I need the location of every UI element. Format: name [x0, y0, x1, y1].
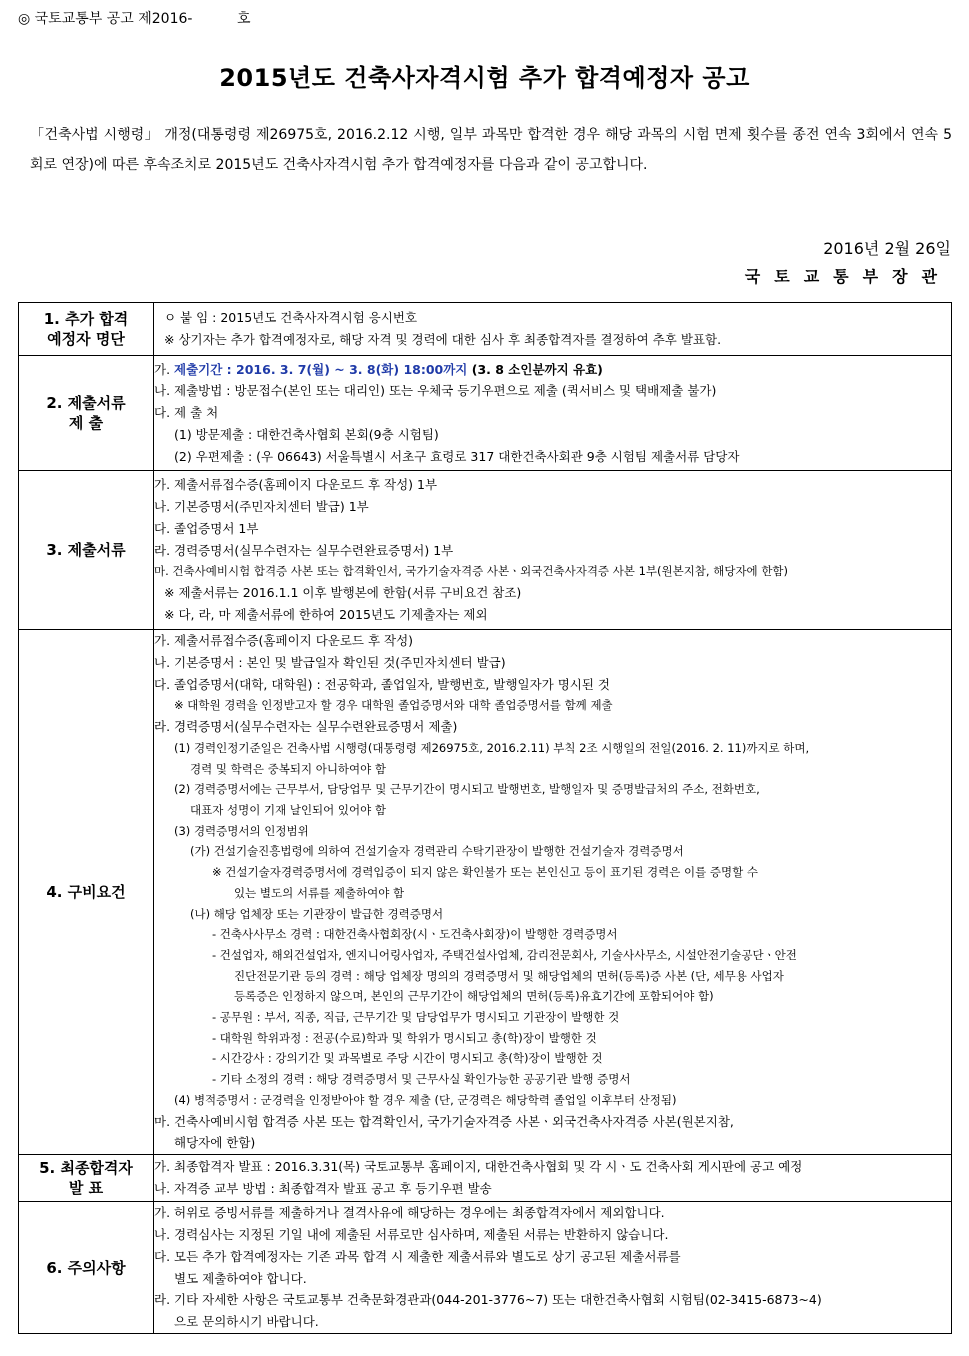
- section-content: [154, 471, 952, 630]
- section-content: [154, 356, 952, 471]
- content-line: 가. 최종합격자 발표 : 2016.3.31(목) 국토교통부 홈페이지, 대한건축사협회 및 각 시ㆍ도 건축사회 게시판에 공고 예정: [154, 1159, 803, 1175]
- content-line: 다. 제 출 처: [154, 405, 219, 421]
- section-label: 3. 제출서류: [19, 471, 154, 630]
- content-line: 진단전문기관 등의 경력 : 해당 업체장 명의의 경력증명서 및 해당업체의 면허(등록)증 사본 (단, 세무용 사업자: [234, 968, 784, 983]
- content-line: 대표자 성명이 기재 날인되어 있어야 함: [190, 803, 387, 817]
- content-line: ※ 대학원 경력을 인정받고자 할 경우 대학원 졸업증명서와 대학 졸업증명서를 함께 제출: [174, 698, 613, 713]
- section-label: 1. 추가 합격 예정자 명단: [19, 303, 154, 356]
- signer: 국토교통부장관: [744, 267, 951, 286]
- content-line: (2) 우편제출 : (우 06643) 서울특별시 서초구 효령로 317 대한건축사회관 9층 시험팀 제출서류 담당자: [174, 448, 740, 464]
- content-line: 나. 자격증 교부 방법 : 최종합격자 발표 공고 후 등기우편 발송: [154, 1181, 492, 1197]
- content-line: 마. 건축사예비시험 합격증 사본 또는 합격확인서, 국가기술자격증 사본ㆍ외국건축사자격증 사본 1부(원본지참, 해당자에 한함): [154, 564, 789, 579]
- content-line: 마. 건축사예비시험 합격증 사본 또는 합격확인서, 국가기술자격증 사본ㆍ외국건축사자격증 사본(원본지참,: [154, 1113, 734, 1129]
- content-line: 으로 문의하시기 바랍니다.: [174, 1314, 319, 1330]
- content-line: 경력 및 학력은 중복되지 아니하여야 함: [190, 761, 387, 776]
- content-line: - 공무원 : 부서, 직종, 직급, 근무기간 및 담당업무가 명시되고 기관장이 발행한 것: [212, 1010, 620, 1025]
- section-label: 5. 최종합격자 발 표: [19, 1155, 154, 1202]
- content-line: (나) 해당 업체장 또는 기관장이 발급한 경력증명서: [190, 906, 444, 921]
- content-line: - 기타 소정의 경력 : 해당 경력증명서 및 근무사실 확인가능한 공공기관 발행 증명서: [212, 1072, 631, 1087]
- section-content: [154, 1202, 952, 1334]
- content-line: (2) 경력증명서에는 근무부서, 담당업무 및 근무기간이 명시되고 발행번호, 발행일자 및 증명발급처의 주소, 전화번호,: [174, 782, 760, 797]
- content-line: 나. 기본증명서 : 본인 및 발급일자 확인된 것(주민자치센터 발급): [154, 654, 506, 670]
- notice-date: 2016년 2월 26일: [823, 239, 951, 258]
- section-label: 4. 구비요건: [19, 630, 154, 1155]
- section-row-2: [19, 356, 952, 471]
- content-line: ※ 다, 라, 마 제출서류에 한하여 2015년도 기제출자는 제외: [164, 606, 488, 622]
- content-line: 나. 기본증명서(주민자치센터 발급) 1부: [154, 499, 369, 515]
- line-prefix: 가.: [154, 361, 175, 377]
- content-line: - 건축사사무소 경력 : 대한건축사협회장(시ㆍ도건축사회장)이 발행한 경력증명서: [212, 927, 618, 942]
- notice-number: ◎ 국토교통부 공고 제2016- 호: [18, 11, 251, 27]
- content-line: 있는 별도의 서류를 제출하여야 함: [234, 885, 405, 900]
- notice-table: [18, 302, 952, 1334]
- content-line: ㅇ 붙 임 : 2015년도 건축사자격시험 응시번호: [164, 310, 418, 326]
- content-line: ※ 상기자는 추가 합격예정자로, 해당 자격 및 경력에 대한 심사 후 최종합격자를 결정하여 추후 발표함.: [164, 332, 722, 347]
- section-label: 6. 주의사항: [19, 1202, 154, 1334]
- content-line: (1) 경력인정기준일은 건축사법 시행령(대통령령 제26975호, 2016.2.11) 부칙 2조 시행일의 전일(2016. 2. 11)까지로 하며,: [174, 740, 810, 755]
- section-row-5: [19, 1155, 952, 1202]
- content-line: - 시간강사 : 강의기간 및 과목별로 주당 시간이 명시되고 총(학)장이 발행한 것: [212, 1051, 603, 1066]
- content-line: 라. 경력증명서(실무수련자는 실무수련완료증명서 제출): [154, 719, 458, 735]
- content-line: 다. 졸업증명서(대학, 대학원) : 전공학과, 졸업일자, 발행번호, 발행일자가 명시된 것: [154, 676, 610, 692]
- postmark-note: (3. 8 소인분까지 유효): [467, 361, 603, 377]
- content-line: 라. 기타 자세한 사항은 국토교통부 건축문화경관과(044-201-3776~7) 또는 대한건축사협회 시험팀(02-3415-6873~4): [154, 1292, 822, 1308]
- content-line: 가. 제출서류접수증(홈페이지 다운로드 후 작성): [154, 633, 414, 648]
- section-row-4: [19, 630, 952, 1155]
- section-row-1: [19, 303, 952, 356]
- submission-period-line: [154, 359, 951, 381]
- section-label: 2. 제출서류 제 출: [19, 356, 154, 471]
- section-row-3: [19, 471, 952, 630]
- content-line: 나. 경력심사는 지정된 기일 내에 제출된 서류로만 심사하며, 제출된 서류는 반환하지 않습니다.: [154, 1226, 669, 1242]
- submission-period: 제출기간 : 2016. 3. 7(월) ~ 3. 8(화) 18:00까지: [174, 361, 468, 377]
- content-line: - 건설업자, 해외건설업자, 엔지니어링사업자, 주택건설사업체, 감리전문회사, 기술사사무소, 시설안전기술공단ㆍ안전: [212, 947, 797, 962]
- content-line: (3) 경력증명서의 인정범위: [174, 823, 309, 838]
- section-content: [154, 630, 952, 1155]
- section-row-6: [19, 1202, 952, 1334]
- document-title: 2015년도 건축사자격시험 추가 합격예정자 공고: [219, 64, 750, 92]
- content-line: 라. 경력증명서(실무수련자는 실무수련완료증명서) 1부: [154, 542, 454, 558]
- intro-paragraph: 「건축사법 시행령」 개정(대통령령 제26975호, 2016.2.12 시행, 일부 과목만 합격한 경우 해당 과목의 시험 면제 횟수를 종전 연속 3회에서 연속 5회로 연장)에 따른 후속조치로 2015년도 건축사자격시험 추가 합격예정자를 다음과 같이 공고합니다.: [30, 127, 952, 173]
- content-line: 등록증은 인정하지 않으며, 본인의 근무기간이 해당업체의 면허(등록)유효기간에 포함되어야 함): [234, 989, 714, 1004]
- content-line: (가) 건설기술진흥법령에 의하여 건설기술자 경력관리 수탁기관장이 발행한 건설기술자 경력증명서: [190, 844, 684, 859]
- content-line: 다. 모든 추가 합격예정자는 기존 과목 합격 시 제출한 제출서류와 별도로 상기 공고된 제출서류를: [154, 1248, 681, 1264]
- section-content: [154, 303, 952, 356]
- content-line: 별도 제출하여야 합니다.: [174, 1270, 307, 1286]
- section-content: [154, 1155, 952, 1202]
- content-line: 가. 제출서류접수증(홈페이지 다운로드 후 작성) 1부: [154, 477, 438, 493]
- content-line: (1) 방문제출 : 대한건축사협회 본회(9층 시험팀): [174, 426, 439, 442]
- content-line: ※ 건설기술자경력증명서에 경력입증이 되지 않은 확인불가 또는 본인신고 등이 표기된 경력은 이를 증명할 수: [212, 865, 758, 880]
- content-line: (4) 병적증명서 : 군경력을 인정받아야 할 경우 제출 (단, 군경력은 해당학력 졸업일 이후부터 산정됨): [174, 1092, 677, 1107]
- content-line: 해당자에 한함): [174, 1135, 256, 1151]
- content-line: - 대학원 학위과정 : 전공(수료)학과 및 학위가 명시되고 총(학)장이 발행한 것: [212, 1030, 597, 1045]
- content-line: ※ 제출서류는 2016.1.1 이후 발행본에 한함(서류 구비요건 참조): [164, 585, 522, 601]
- content-line: 가. 허위로 증빙서류를 제출하거나 결격사유에 해당하는 경우에는 최종합격자에서 제외합니다.: [154, 1205, 665, 1221]
- content-line: 다. 졸업증명서 1부: [154, 520, 259, 536]
- content-line: 나. 제출방법 : 방문접수(본인 또는 대리인) 또는 우체국 등기우편으로 제출 (퀵서비스 및 택배제출 불가): [154, 383, 717, 399]
